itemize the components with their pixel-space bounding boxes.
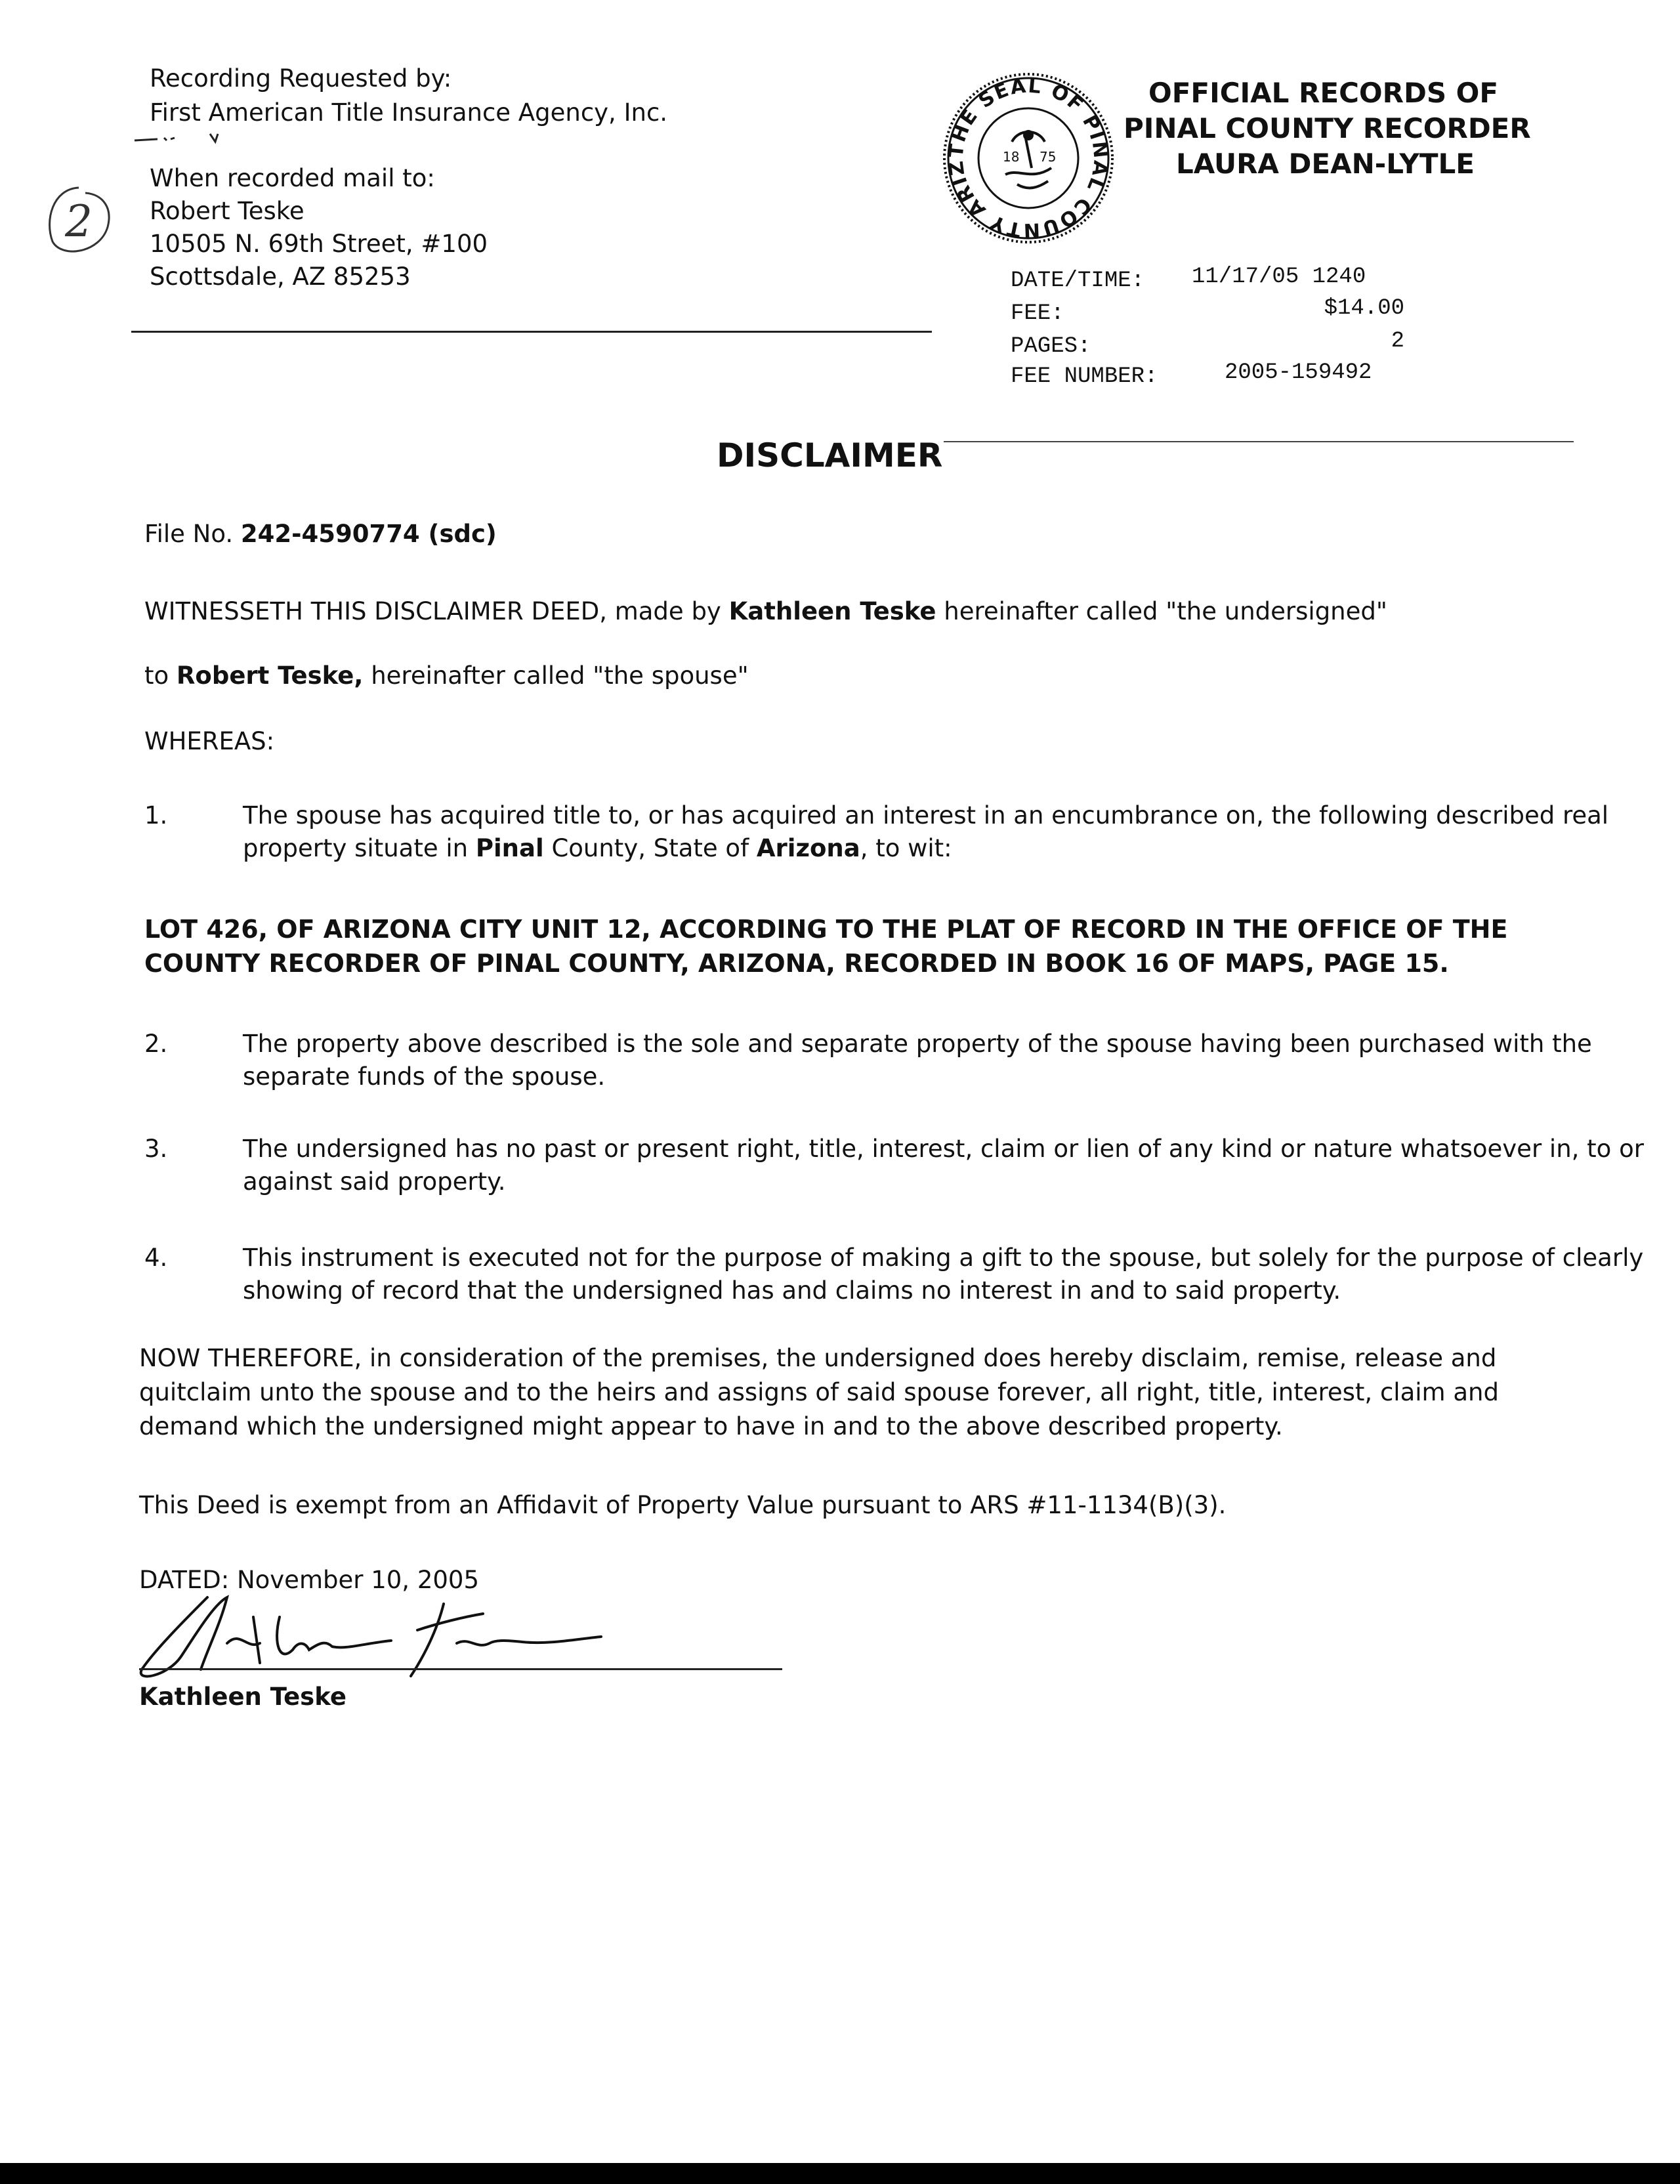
legal-description-line-1: LOT 426, OF ARIZONA CITY UNIT 12, ACCORDING TO THE PLAT OF RECORD IN THE OFFICE OF THE — [144, 915, 1508, 944]
fee-value: $14.00 — [1324, 296, 1404, 321]
spouse-name: Robert Teske, — [176, 662, 364, 690]
document-title: DISCLAIMER — [717, 436, 943, 474]
fee-label: FEE: — [1011, 301, 1064, 326]
spouse-pre: to — [144, 662, 169, 690]
item-1-text-a: The spouse has acquired title to, or has acquired an interest in an encumbrance on, the following described real property situate in — [243, 801, 1609, 862]
item-text: The undersigned has no past or present right, title, interest, claim or lien of any kind or nature whatsoever in, to or against said property. — [243, 1135, 1644, 1196]
witnesseth-pre: WITNESSETH THIS DISCLAIMER DEED, made by — [144, 597, 721, 625]
whereas-heading: WHEREAS: — [144, 727, 275, 755]
svg-text:THE SEAL OF PINAL COUNTY ARIZO — [940, 70, 1112, 242]
file-number-value: 242-4590774 (sdc) — [240, 520, 497, 548]
datetime-value: 11/17/05 1240 — [1192, 264, 1366, 289]
recording-requested-name: First American Title Insurance Agency, Inc. — [150, 98, 668, 127]
circled-margin-mark — [39, 181, 118, 260]
legal-description-line-2: COUNTY RECORDER OF PINAL COUNTY, ARIZONA, RECORDED IN BOOK 16 OF MAPS, PAGE 15. — [144, 949, 1449, 978]
signer-name: Kathleen Teske — [139, 1683, 346, 1711]
item-1-county: Pinal — [475, 834, 544, 862]
mail-to-city: Scottsdale, AZ 85253 — [150, 262, 411, 291]
seal-year-left: 18 — [1003, 149, 1020, 165]
item-number: 1. — [144, 801, 168, 830]
county-seal — [940, 70, 1117, 247]
item-1-text-c: , to wit: — [860, 834, 952, 862]
pages-label: PAGES: — [1011, 334, 1091, 359]
item-1-state: Arizona — [756, 834, 860, 862]
recorder-line-2: PINAL COUNTY RECORDER — [1124, 112, 1531, 144]
title-rule — [944, 441, 1574, 442]
recorder-line-3: LAURA DEAN-LYTLE — [1176, 148, 1475, 180]
item-text — [243, 799, 1680, 865]
item-number: 2. — [144, 1030, 168, 1058]
item-text: This instrument is executed not for the purpose of making a gift to the spouse, but solely for the purpose of clearly showing of record that the undersigned has and claims no interest in and to said property. — [243, 1244, 1644, 1305]
spouse-line — [144, 660, 749, 692]
now-therefore-line-1: NOW THEREFORE, in consideration of the premises, the undersigned does hereby disclaim, remise, release and — [139, 1344, 1497, 1372]
fee-number-value: 2005-159492 — [1225, 360, 1372, 385]
exempt-statement: This Deed is exempt from an Affidavit of Property Value pursuant to ARS #11-1134(B)(3). — [139, 1491, 1227, 1519]
mail-to-street: 10505 N. 69th Street, #100 — [150, 230, 488, 258]
signature — [129, 1578, 667, 1689]
margin-mark-number: 2 — [65, 196, 93, 247]
stray-marks — [131, 131, 236, 151]
fee-number-label: FEE NUMBER: — [1011, 364, 1158, 389]
signature-line — [139, 1668, 782, 1670]
spouse-post: hereinafter called "the spouse" — [371, 662, 749, 690]
item-1-text-b: County, State of — [551, 834, 749, 862]
dated-line: DATED: November 10, 2005 — [139, 1566, 479, 1594]
file-number-label: File No. — [144, 520, 234, 548]
datetime-label: DATE/TIME: — [1011, 268, 1145, 293]
header-divider — [131, 331, 932, 333]
item-number: 3. — [144, 1135, 168, 1163]
witnesseth-line — [144, 596, 1387, 627]
item-number: 4. — [144, 1244, 168, 1272]
pages-value: 2 — [1391, 329, 1404, 354]
mail-to-name: Robert Teske — [150, 197, 304, 225]
undersigned-name: Kathleen Teske — [728, 597, 936, 625]
recorder-line-1: OFFICIAL RECORDS OF — [1148, 77, 1499, 109]
witnesseth-post: hereinafter called "the undersigned" — [944, 597, 1387, 625]
item-text: The property above described is the sole and separate property of the spouse having been purchased with the separate funds of the spouse. — [243, 1030, 1592, 1091]
file-number — [144, 518, 497, 550]
scan-bottom-border — [0, 2163, 1680, 2184]
now-therefore-line-2: quitclaim unto the spouse and to the heirs and assigns of said spouse forever, all right, title, interest, claim and — [139, 1378, 1499, 1406]
seal-year-right: 75 — [1040, 149, 1057, 165]
now-therefore-line-3: demand which the undersigned might appear to have in and to the above described property. — [139, 1412, 1283, 1440]
recording-requested-label: Recording Requested by: — [150, 64, 452, 93]
seal-ring-text: THE SEAL OF PINAL COUNTY ARIZ — [944, 74, 1112, 242]
when-recorded-label: When recorded mail to: — [150, 164, 435, 192]
